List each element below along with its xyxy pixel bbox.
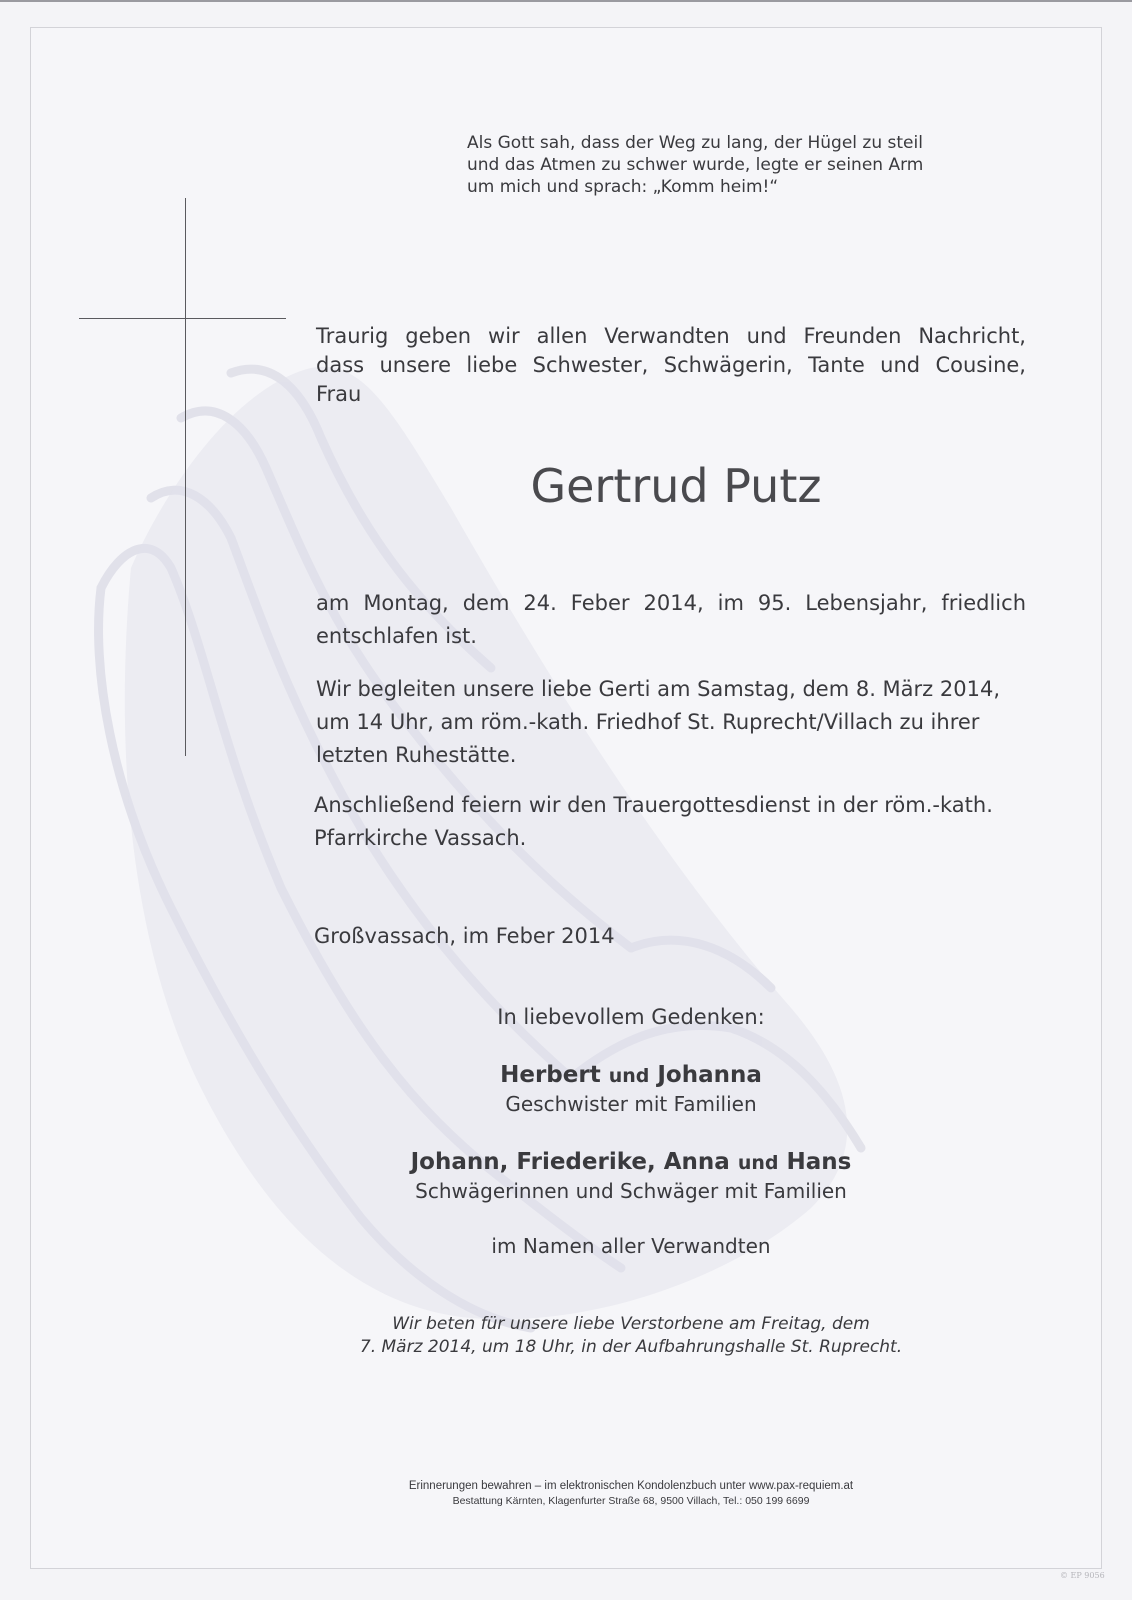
cross-icon	[185, 198, 186, 756]
family-names: Johann, Friederike, Anna	[410, 1149, 730, 1175]
family-group-2-relation: Schwägerinnen und Schwäger mit Familien	[415, 1179, 847, 1203]
death-notice	[316, 587, 1026, 653]
family-name: Herbert	[500, 1062, 601, 1088]
family-connector: und	[608, 1065, 650, 1087]
mass-line: Pfarrkirche Vassach.	[314, 826, 527, 850]
death-line: entschlafen ist.	[316, 624, 477, 648]
family-group-2-names	[316, 1146, 946, 1179]
all-relatives-line: im Namen aller Verwandten	[491, 1234, 771, 1258]
funeral-line: letzten Ruhestätte.	[316, 743, 517, 767]
family-name: Hans	[786, 1149, 852, 1175]
death-line: am Montag, dem 24. Feber 2014, im 95. Lebensjahr, friedlich	[316, 591, 1026, 615]
announcement-intro	[316, 322, 1026, 409]
verse-line: und das Atmen zu schwer wurde, legte er seinen Arm	[467, 155, 924, 175]
prayer-notice	[316, 1313, 946, 1359]
funeral-line: Wir begleiten unsere liebe Gerti am Samstag, dem 8. März 2014,	[316, 677, 1000, 701]
memory-heading: In liebevollem Gedenken:	[497, 1005, 765, 1029]
obituary-card	[30, 27, 1102, 1569]
print-code: © EP 9056	[1060, 1571, 1105, 1580]
footer-address-line: Bestattung Kärnten, Klagenfurter Straße 68, 9500 Villach, Tel.: 050 199 6699	[452, 1495, 810, 1507]
footer-condolence-line: Erinnerungen bewahren – im elektronischen Kondolenzbuch unter www.pax-requiem.at	[408, 1480, 854, 1492]
intro-line: dass unsere liebe Schwester, Schwägerin, Tante und Cousine,	[316, 353, 1026, 377]
family-connector: und	[737, 1152, 779, 1174]
prayer-line: 7. März 2014, um 18 Uhr, in der Aufbahrungshalle St. Ruprecht.	[359, 1337, 903, 1357]
mass-details	[314, 789, 1034, 855]
opening-verse	[467, 132, 987, 198]
funeral-details	[316, 673, 1036, 772]
mass-line: Anschließend feiern wir den Trauergottesdienst in der röm.-kath.	[314, 793, 993, 817]
family-group-1-names	[316, 1059, 946, 1092]
funeral-line: um 14 Uhr, am röm.-kath. Friedhof St. Ruprecht/Villach zu ihrer	[316, 710, 980, 734]
place-and-date: Großvassach, im Feber 2014	[314, 924, 615, 948]
scan-top-edge	[0, 0, 1132, 2]
verse-line: Als Gott sah, dass der Weg zu lang, der Hügel zu steil	[467, 133, 923, 153]
deceased-name: Gertrud Putz	[530, 459, 822, 513]
cross-bar	[79, 318, 286, 319]
intro-line: Frau	[316, 382, 362, 406]
family-group-1-relation: Geschwister mit Familien	[505, 1092, 757, 1116]
verse-line: um mich und sprach: „Komm heim!“	[467, 177, 779, 197]
family-name: Johanna	[657, 1062, 762, 1088]
intro-line: Traurig geben wir allen Verwandten und Freunden Nachricht,	[316, 324, 1026, 348]
prayer-line: Wir beten für unsere liebe Verstorbene am Freitag, dem	[392, 1314, 870, 1334]
footer	[316, 1478, 946, 1509]
